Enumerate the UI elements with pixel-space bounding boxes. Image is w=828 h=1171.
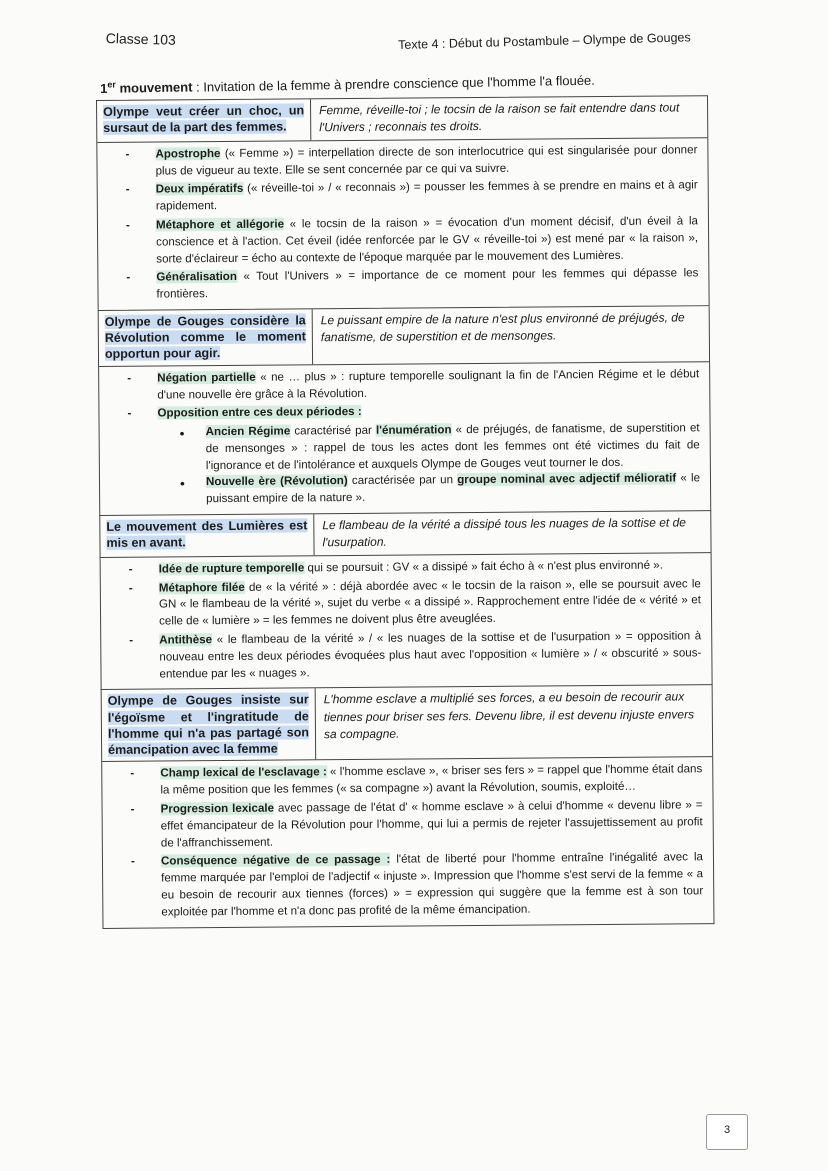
analysis-points [97, 138, 708, 310]
movement-label [100, 80, 193, 97]
analysis-points [101, 553, 712, 689]
section-quote: Le flambeau de la vérité a dissipé tous les nuages de la sottise et de l'usurpation. [322, 515, 686, 550]
analysis-point: - Opposition entre ces deux périodes : • Ancien Régime caractérisé par l'énumération « de préjugés, de fanatisme, de superstition et de mensonges » : rappel de tous les actes dont les femmes ont été victimes du fait de l'ignorance et de l'intolérance et auxquels Olympe de Gouges veut tourner le dos. • Nouvelle ère (Révolution) caractérisée par un groupe nominal avec adjectif mélioratif « le puissant empire de la nature ». [157, 402, 700, 509]
section-claim: Olympe de Gouges insiste sur l'égoïsme et l'ingratitude de l'homme qui n'a pas partagé son émancipation avec la femme [102, 689, 317, 762]
section-block [96, 95, 710, 311]
movement-number: 1 [100, 81, 108, 97]
section-header-row [99, 306, 709, 367]
page-number: 3 [706, 1114, 748, 1150]
section-header-row [97, 96, 707, 143]
analysis-point: - Deux impératifs (« réveille-toi » / « reconnais ») = pousser les femmes à se prendre en mains et à agir rapidement. [156, 178, 698, 216]
document-title: Texte 4 : Début du Postambule – Olympe de Gouges [398, 30, 691, 52]
section-header-row [102, 686, 713, 763]
class-label: Classe 103 [105, 30, 177, 48]
section-quote: L'homme esclave a multiplié ses forces, a eu besoin de recourir aux tiennes pour briser ses fers. Devenu libre, il est devenu injuste envers sa compagne. [323, 689, 695, 742]
analysis-points [99, 362, 710, 515]
sub-points [158, 420, 701, 508]
analysis-point: - Métaphore filée de « la vérité » : déjà abordée avec « le tocsin de la raison », elle se poursuit avec le GN « le flambeau de la vérité », sujet du verbe « a dissipé ». Rapprochement entre l'idée de « vérité » et celle de « lumière » = les femmes ne doivent plus être aveuglées. [159, 576, 701, 631]
section-block [98, 306, 712, 516]
section-claim: Olympe de Gouges considère la Révolution comme le moment opportun pour agir. [99, 309, 313, 365]
section-claim: Olympe veut créer un choc, un sursaut de la part des femmes. [97, 99, 311, 141]
analysis-point: - Idée de rupture temporelle qui se poursuit : GV « a dissipé » fait écho à « n'est plus environné ». [159, 557, 701, 578]
sub-point: • Ancien Régime caractérisé par l'énumération « de préjugés, de fanatisme, de superstition et de mensonges » : rappel de tous les actes dont les femmes ont été victimes du fait de l'ignorance et de l'intolérance et auxquels Olympe de Gouges veut tourner le dos. [206, 420, 700, 474]
section-header-row [100, 511, 710, 558]
section-block [101, 686, 715, 929]
analysis-point: - Apostrophe (« Femme ») = interpellation directe de son interlocutrice qui est singularisée pour donner plus de vigueur au texte. Elle se sent concernée par ce qui va suivre. [155, 142, 697, 180]
analysis-points [102, 758, 713, 928]
analysis-point: - Antithèse « le flambeau de la vérité » / « les nuages de la sottise et de l'usurpation » = opposition à nouveau entre les deux périodes évoquées plus haut avec l'opposition « lumière » / « obscurité » sous-entendue par les « nuages ». [159, 628, 701, 683]
section-block [99, 511, 712, 690]
analysis-point: - Champ lexical de l'esclavage : « l'homme esclave », « briser ses fers » = rappel que l'homme était dans la même position que les femmes (« sa compagne ») avant la Révolution, soumis, exploité… [160, 762, 702, 800]
sub-point: • Nouvelle ère (Révolution) caractérisée par un groupe nominal avec adjectif mélioratif « le puissant empire de la nature ». [206, 471, 700, 508]
section-quote: Femme, réveille-toi ; le tocsin de la raison se fait entendre dans tout l'Univers ; reconnais tes droits. [319, 100, 680, 135]
movement-text: : Invitation de la femme à prendre conscience que l'homme l'a flouée. [192, 72, 595, 95]
analysis-point: - Progression lexicale avec passage de l'état d' « homme esclave » à celui d'homme « devenu libre » = effet émancipateur de la Révolution pour l'homme, qui lui a permis de rejeter l'assujettissement au profit de l'affranchissement. [161, 797, 703, 852]
section-quote: Le puissant empire de la nature n'est plus environné de préjugés, de fanatisme, de superstition et de mensonges. [320, 310, 685, 345]
analysis-point: - Métaphore et allégorie « le tocsin de la raison » = évocation d'un moment décisif, d'un éveil à la conscience et à l'action. Cet éveil (idée renforcée par le GV « réveille-toi ») est mené par « la raison », sorte d'éclaireur = écho au contexte de l'époque marquée par le mouvement des Lumières. [156, 213, 698, 268]
analysis-point: - Conséquence négative de ce passage : l'état de liberté pour l'homme entraîne l'inégalité avec la femme marquée par l'emploi de l'adjectif « injuste ». Impression que l'homme s'est servi de la femme « a eu besoin de recourir aux tiennes (forces) » = expression qui suggère que la femme est à son tour exploitée par l'homme et n'a donc pas profité de la même émancipation. [161, 850, 704, 921]
movement-word: mouvement [115, 79, 193, 97]
section-claim: Le mouvement des Lumières est mis en avant. [100, 514, 314, 556]
analysis-table [96, 95, 714, 928]
analysis-point: - Généralisation « Tout l'Univers » = importance de ce moment pour les femmes qui dépasse les frontières. [156, 266, 698, 304]
movement-superscript: er [107, 79, 116, 90]
movement-heading [100, 71, 640, 97]
analysis-point: - Négation partielle « ne … plus » : rupture temporelle soulignant la fin de l'Ancien Régime et le début d'une nouvelle ère grâce à la Révolution. [157, 366, 699, 404]
